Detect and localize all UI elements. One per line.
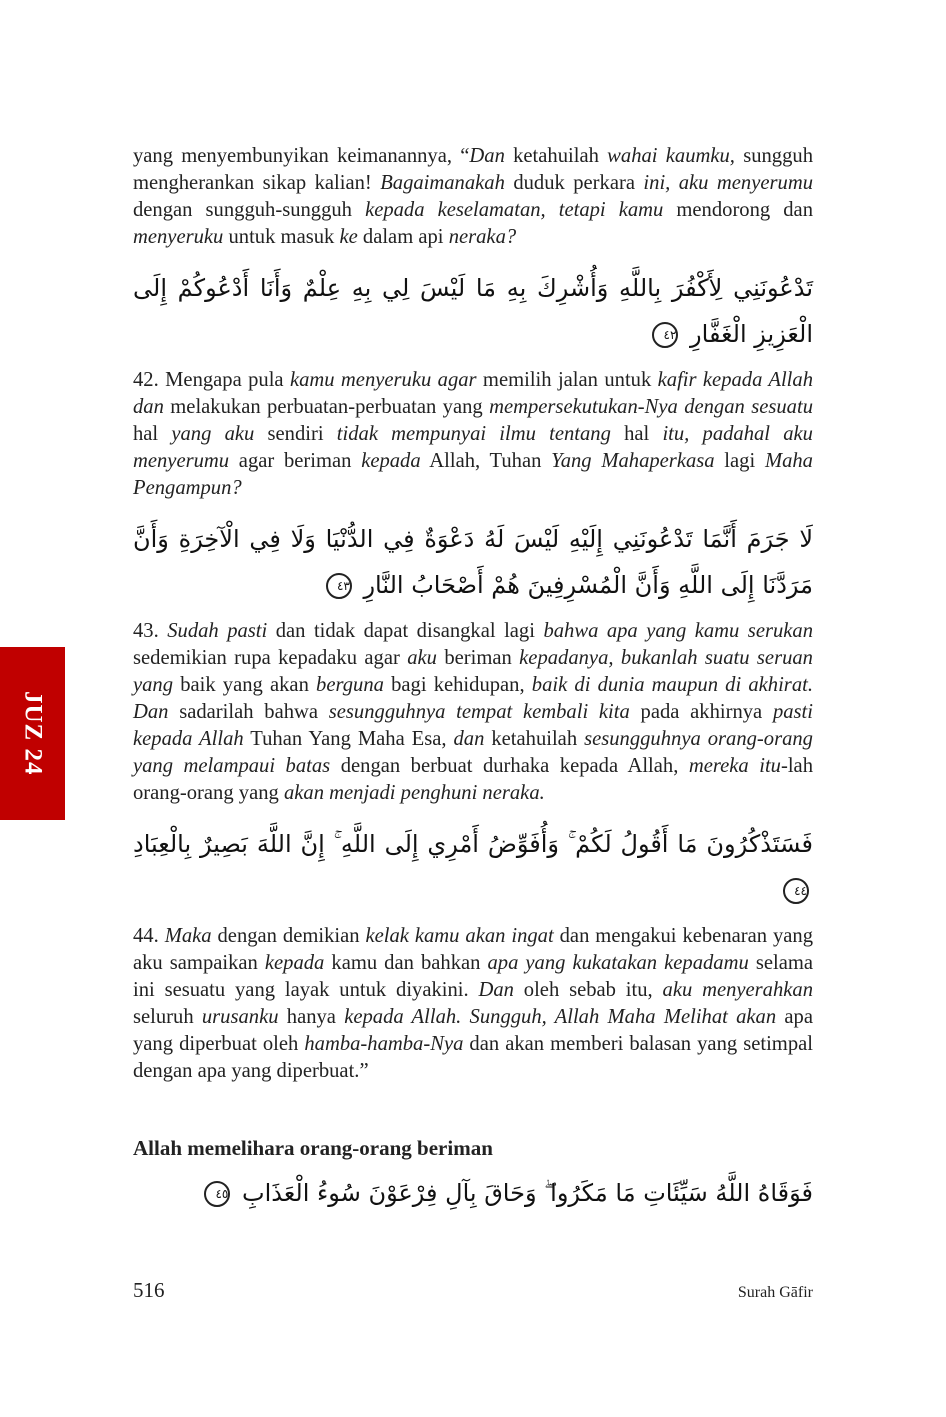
- italic-text: wahai kaumku,: [607, 145, 735, 167]
- surah-name: Surah Gāfir: [737, 1284, 813, 1301]
- italic-text: neraka?: [448, 226, 517, 248]
- section-heading: Allah memelihara orang-orang beriman: [133, 1136, 493, 1160]
- text: mendorong dan: [663, 199, 813, 221]
- text: sedemikian rupa kepadaku agar: [133, 647, 408, 669]
- ayah-number-marker: ٤٤: [783, 878, 809, 904]
- translation-paragraph: [133, 618, 813, 807]
- italic-text: Maha Pengampun?: [133, 450, 813, 499]
- text: kamu dan bahkan: [324, 952, 488, 974]
- arabic-verse: [133, 516, 813, 608]
- arabic-text: فَوَقَاهُ اللَّهُ سَيِّئَاتِ مَا مَكَرُوا ۖ وَحَاقَ بِآلِ فِرْعَوْنَ سُوءُ الْعَذَابِ: [234, 1179, 813, 1207]
- italic-text: aku menyerahkan: [662, 979, 814, 1001]
- italic-text: mempersekutukan-Nya dengan sesuatu: [489, 396, 813, 418]
- italic-text: sesungguhnya tempat kembali kita: [328, 701, 630, 723]
- text: -lah orang-orang yang: [133, 755, 813, 804]
- text: Tuhan Yang Maha Esa,: [243, 728, 454, 750]
- italic-text: Dan: [478, 979, 514, 1001]
- italic-text: mereka itu: [688, 755, 781, 777]
- italic-text: bahwa apa yang kamu serukan: [543, 620, 814, 642]
- italic-text: Sudah pasti: [167, 620, 268, 642]
- text: dan mengakui kebenaran yang aku sampaikan: [133, 925, 814, 974]
- page-flow: [133, 143, 813, 1303]
- italic-text: kepada keselamatan, tetapi kamu: [365, 199, 664, 221]
- arabic-text: فَسَتَذْكُرُونَ مَا أَقُولُ لَكُمْ ۚ وَأُفَوِّضُ أَمْرِي إِلَى اللَّهِ ۚ إِنَّ اللَّهَ بَصِيرٌ بِالْعِبَادِ: [133, 830, 813, 858]
- text: 43.: [133, 620, 168, 642]
- italic-text: akan menjadi penghuni neraka.: [283, 782, 545, 804]
- italic-text: Maka: [164, 925, 212, 947]
- italic-text: kepadanya, bukanlah suatu seruan yang: [133, 647, 813, 696]
- arabic-text: لَا جَرَمَ أَنَّمَا تَدْعُونَنِي إِلَيْهِ لَيْسَ لَهُ دَعْوَةٌ فِي الدُّنْيَا وَلَا فِي الْآخِرَةِ وَأَنَّ مَرَدَّنَا إِلَى اللَّهِ وَأَنَّ الْمُسْرِفِينَ هُمْ أَصْحَابُ النَّارِ: [133, 525, 813, 599]
- text: dengan sungguh-sungguh: [133, 199, 366, 221]
- juz-label: JUZ 24: [19, 691, 47, 776]
- italic-text: Yang Mahaperkasa: [551, 450, 715, 472]
- italic-text: ini, aku menyerumu: [643, 172, 813, 194]
- text: hal: [133, 423, 172, 445]
- ayah-number-marker: ٤٥: [204, 1181, 230, 1207]
- text: Allah, Tuhan: [420, 450, 552, 472]
- text: sungguh mengherankan sikap kalian!: [133, 145, 813, 194]
- italic-text: kafir kepada Allah dan: [133, 369, 813, 418]
- italic-text: kelak kamu akan ingat: [365, 925, 554, 947]
- italic-text: kepada Allah. Sungguh, Allah Maha Melihat akan: [344, 1006, 777, 1028]
- text: oleh sebab itu,: [513, 979, 663, 1001]
- arabic-verse: [133, 821, 813, 913]
- text: sendiri: [254, 423, 337, 445]
- italic-text: kamu menyeruku agar: [289, 369, 477, 391]
- translation-paragraph: [133, 923, 813, 1085]
- text: agar beriman: [229, 450, 362, 472]
- italic-text: berguna: [316, 674, 384, 696]
- italic-text: baik di dunia maupun di akhirat. Dan: [133, 674, 813, 723]
- text: hanya: [278, 1006, 345, 1028]
- arabic-verse: [133, 1170, 813, 1216]
- italic-text: yang aku: [171, 423, 255, 445]
- arabic-verse: [133, 265, 813, 357]
- italic-text: kepada: [264, 952, 325, 974]
- translation-paragraph: [133, 367, 813, 502]
- italic-text: itu, padahal aku menyerumu: [133, 423, 813, 472]
- italic-text: dan: [453, 728, 485, 750]
- text: memilih jalan untuk: [476, 369, 658, 391]
- text: 44.: [133, 925, 165, 947]
- italic-text: pasti kepada Allah: [133, 701, 813, 750]
- text: seluruh: [133, 1006, 202, 1028]
- text: dan tidak dapat disangkal lagi: [267, 620, 544, 642]
- text: sadarilah bahwa: [168, 701, 329, 723]
- translation-paragraph: [133, 143, 813, 251]
- ayah-number-marker: ٤٣: [326, 573, 352, 599]
- arabic-text: تَدْعُونَنِي لِأَكْفُرَ بِاللَّهِ وَأُشْرِكَ بِهِ مَا لَيْسَ لِي بِهِ عِلْمٌ وَأَنَا أَدْعُوكُمْ إِلَى الْعَزِيزِ الْغَفَّارِ: [133, 274, 813, 348]
- italic-text: ke: [339, 226, 358, 248]
- text: lagi: [714, 450, 765, 472]
- italic-text: kepada: [361, 450, 421, 472]
- text: melakukan perbuatan-perbuatan yang: [163, 396, 490, 418]
- text: baik yang akan: [173, 674, 317, 696]
- page-number: 516: [133, 1278, 165, 1302]
- page-content: [133, 143, 813, 1226]
- text: hal: [610, 423, 663, 445]
- italic-text: urusanku: [201, 1006, 279, 1028]
- text: dan akan memberi balasan yang setimpal dengan apa yang diperbuat.”: [133, 1033, 813, 1082]
- juz-side-tab: [0, 647, 65, 820]
- italic-text: apa yang kukatakan kepadamu: [487, 952, 749, 974]
- text: ketahuilah: [484, 728, 585, 750]
- italic-text: sesungguhnya orang-orang yang melampaui batas: [133, 728, 813, 777]
- text: untuk masuk: [223, 226, 340, 248]
- text: bagi kehidupan,: [383, 674, 532, 696]
- text: pada akhirnya: [629, 701, 773, 723]
- text: duduk perkara: [504, 172, 644, 194]
- ayah-number-marker: ٤٢: [652, 322, 678, 348]
- italic-text: Dan: [469, 145, 505, 167]
- text: dalam api: [357, 226, 449, 248]
- text: yang menyembunyikan keimanannya, “: [133, 145, 470, 167]
- text: apa yang diperbuat oleh: [133, 1006, 813, 1055]
- italic-text: menyeruku: [133, 226, 224, 248]
- italic-text: tidak mempunyai ilmu tentang: [336, 423, 611, 445]
- text: selama ini sesuatu yang layak untuk diyakini.: [133, 952, 813, 1001]
- italic-text: Bagaimanakah: [380, 172, 505, 194]
- text: 42. Mengapa pula: [133, 369, 290, 391]
- page-footer: [133, 1248, 813, 1303]
- text: dengan demikian: [211, 925, 366, 947]
- italic-text: aku: [407, 647, 437, 669]
- text: dengan berbuat durhaka kepada Allah,: [330, 755, 689, 777]
- text: ketahuilah: [504, 145, 608, 167]
- italic-text: hamba-hamba-Nya: [304, 1033, 464, 1055]
- text: beriman: [436, 647, 520, 669]
